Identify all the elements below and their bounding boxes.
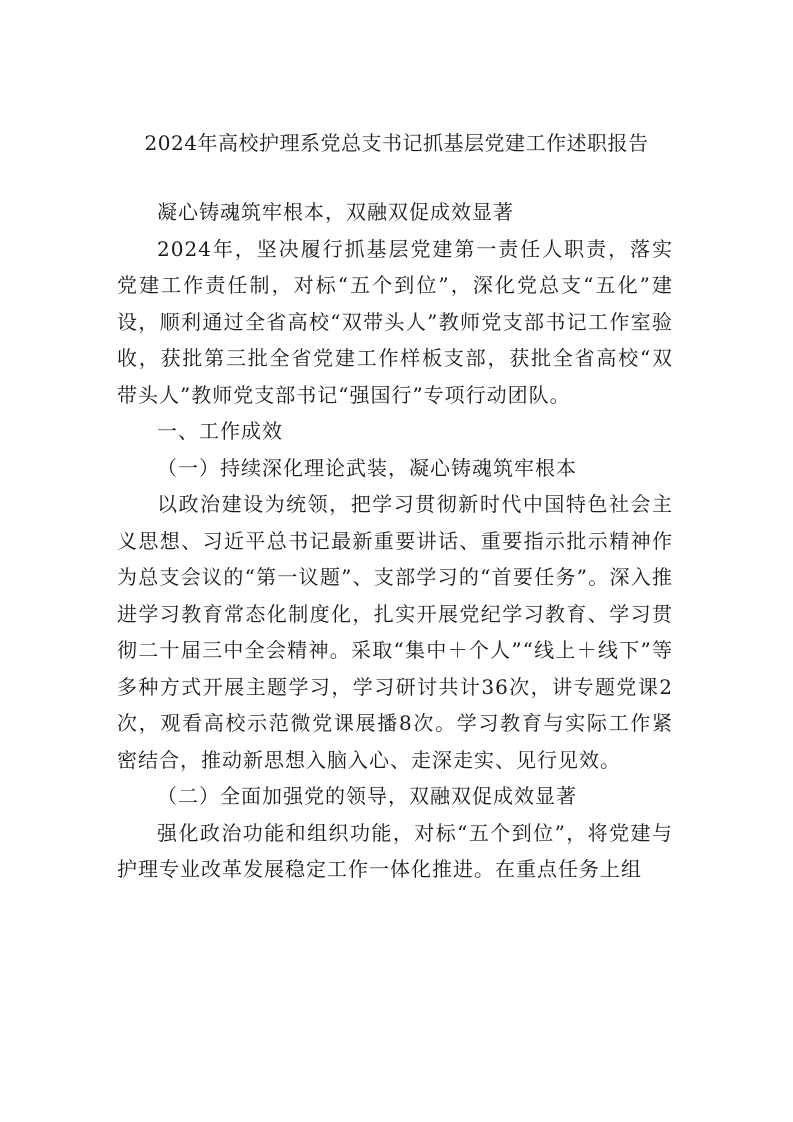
subsection-heading-2: （二）全面加强党的领导，双融双促成效显著 bbox=[157, 784, 577, 808]
body-paragraph-1: 以政治建设为统领，把学习贯彻新时代中国特色社会主义思想、习近平总书记最新重要讲话、重要指示批示精神作为总支会议的“第一议题”、支部学习的“首要任务”。深入推进学习教育常态化制度化，扎实开展党纪学习教育、学习贯彻二十届三中全会精神。采取“集中＋个人”“线上＋线下”等多种方式开展主题学习，学习研讨共计36次，讲专题党课2次，观看高校示范微党课展播8次。学习教育与实际工作紧密结合，推动新思想入脑入心、走深走实、见行见效。 bbox=[117, 492, 673, 772]
document-body bbox=[117, 194, 673, 888]
document-title: 2024年高校护理系党总支书记抓基层党建工作述职报告 bbox=[144, 131, 649, 155]
subsection-heading-1: （一）持续深化理论武装，凝心铸魂筑牢根本 bbox=[157, 455, 577, 480]
section-heading: 一、工作成效 bbox=[157, 419, 283, 443]
intro-paragraph: 2024年，坚决履行抓基层党建第一责任人职责，落实党建工作责任制，对标“五个到位”，深化党总支“五化”建设，顺利通过全省高校“双带头人”教师党支部书记工作室验收，获批第三批全省党建工作样板支部，获批全省高校“双带头人”教师党支部书记“强国行”专项行动团队。 bbox=[117, 236, 673, 407]
subtitle-paragraph: 凝心铸魂筑牢根本，双融双促成效显著 bbox=[157, 200, 514, 224]
body-paragraph-2: 强化政治功能和组织功能，对标“五个到位”，将党建与护理专业改革发展稳定工作一体化推进。在重点任务上组 bbox=[117, 820, 673, 881]
